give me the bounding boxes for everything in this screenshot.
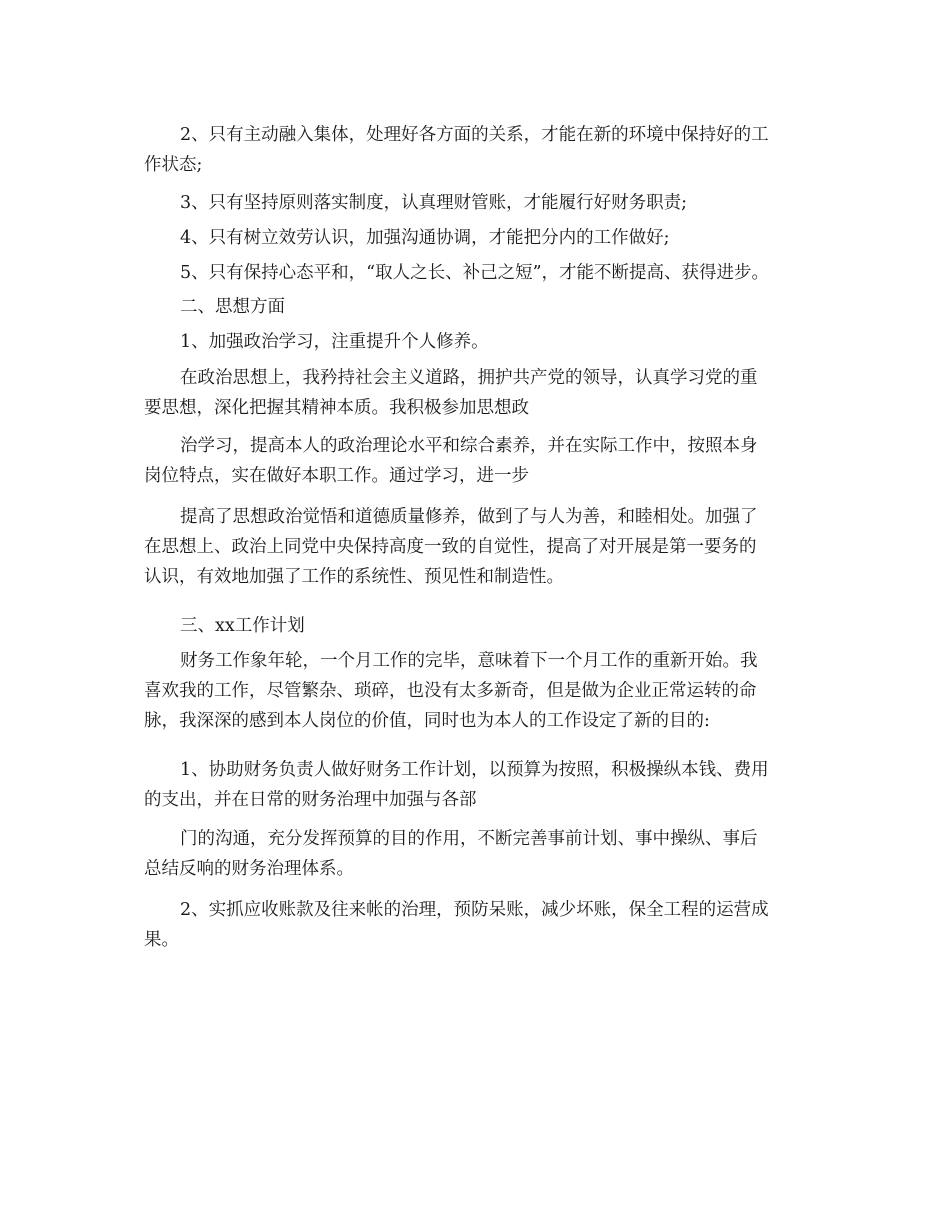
text-line: 1、协助财务负责人做好财务工作计划，以预算为按照，积极操纵本钱、费用 — [180, 760, 769, 780]
paragraph-6 — [144, 327, 824, 357]
text-line: 门的沟通，充分发挥预算的目的作用，不断完善事前计划、事中操纵、事后 — [180, 829, 758, 849]
text-line: 在政治思想上，我矜持社会主义道路，拥护共产党的领导，认真学习党的重 — [180, 368, 758, 388]
paragraph-4 — [144, 258, 824, 288]
text-line: 作状态; — [144, 155, 203, 175]
text-line: 1、加强政治学习，注重提升个人修养。 — [180, 332, 489, 352]
paragraph-1 — [144, 120, 824, 180]
section-heading-thought — [144, 292, 824, 322]
text-line: 二、思想方面 — [180, 297, 285, 317]
text-line: 的支出，并在日常的财务治理中加强与各部 — [144, 790, 477, 810]
text-line: 5、只有保持心态平和，“取人之长、补己之短”，才能不断提高、获得进步。 — [180, 263, 770, 283]
text-line: 治学习，提高本人的政治理论水平和综合素养，并在实际工作中，按照本身 — [180, 436, 758, 456]
text-line: 2、只有主动融入集体，处理好各方面的关系，才能在新的环境中保持好的工 — [180, 125, 769, 145]
paragraph-2 — [144, 188, 824, 218]
paragraph-8 — [144, 431, 824, 491]
text-line: 果。 — [144, 930, 179, 950]
paragraph-7 — [144, 363, 824, 423]
text-line: 3、只有坚持原则落实制度，认真理财管账，才能履行好财务职责; — [180, 193, 688, 213]
text-line: 岗位特点，实在做好本职工作。通过学习，进一步 — [144, 466, 529, 486]
text-line: 脉，我深深的感到本人岗位的价值，同时也为本人的工作设定了新的目的: — [144, 711, 710, 731]
paragraph-14 — [144, 895, 824, 955]
text-line: 财务工作象年轮，一个月工作的完毕，意味着下一个月工作的重新开始。我 — [180, 651, 758, 671]
text-line: 在思想上、政治上同党中央保持高度一致的自觉性，提高了对开展是第一要务的 — [144, 537, 757, 557]
text-line: 要思想，深化把握其精神本质。我积极参加思想政 — [144, 398, 529, 418]
paragraph-3 — [144, 223, 824, 253]
paragraph-13 — [144, 824, 824, 884]
section-heading-plan — [144, 611, 824, 641]
text-line: 总结反响的财务治理体系。 — [144, 859, 354, 879]
paragraph-9 — [144, 502, 824, 592]
text-line: 提高了思想政治觉悟和道德质量修养，做到了与人为善，和睦相处。加强了 — [180, 507, 758, 527]
paragraph-11 — [144, 646, 824, 736]
text-line: 三、xx工作计划 — [180, 616, 305, 636]
text-line: 2、实抓应收账款及往来帐的治理，预防呆账，减少坏账，保全工程的运营成 — [180, 900, 769, 920]
text-line: 4、只有树立效劳认识，加强沟通协调，才能把分内的工作做好; — [180, 228, 670, 248]
paragraph-12 — [144, 755, 824, 815]
text-line: 认识，有效地加强了工作的系统性、预见性和制造性。 — [144, 567, 564, 587]
text-line: 喜欢我的工作，尽管繁杂、琐碎，也没有太多新奇，但是做为企业正常运转的命 — [144, 681, 757, 701]
